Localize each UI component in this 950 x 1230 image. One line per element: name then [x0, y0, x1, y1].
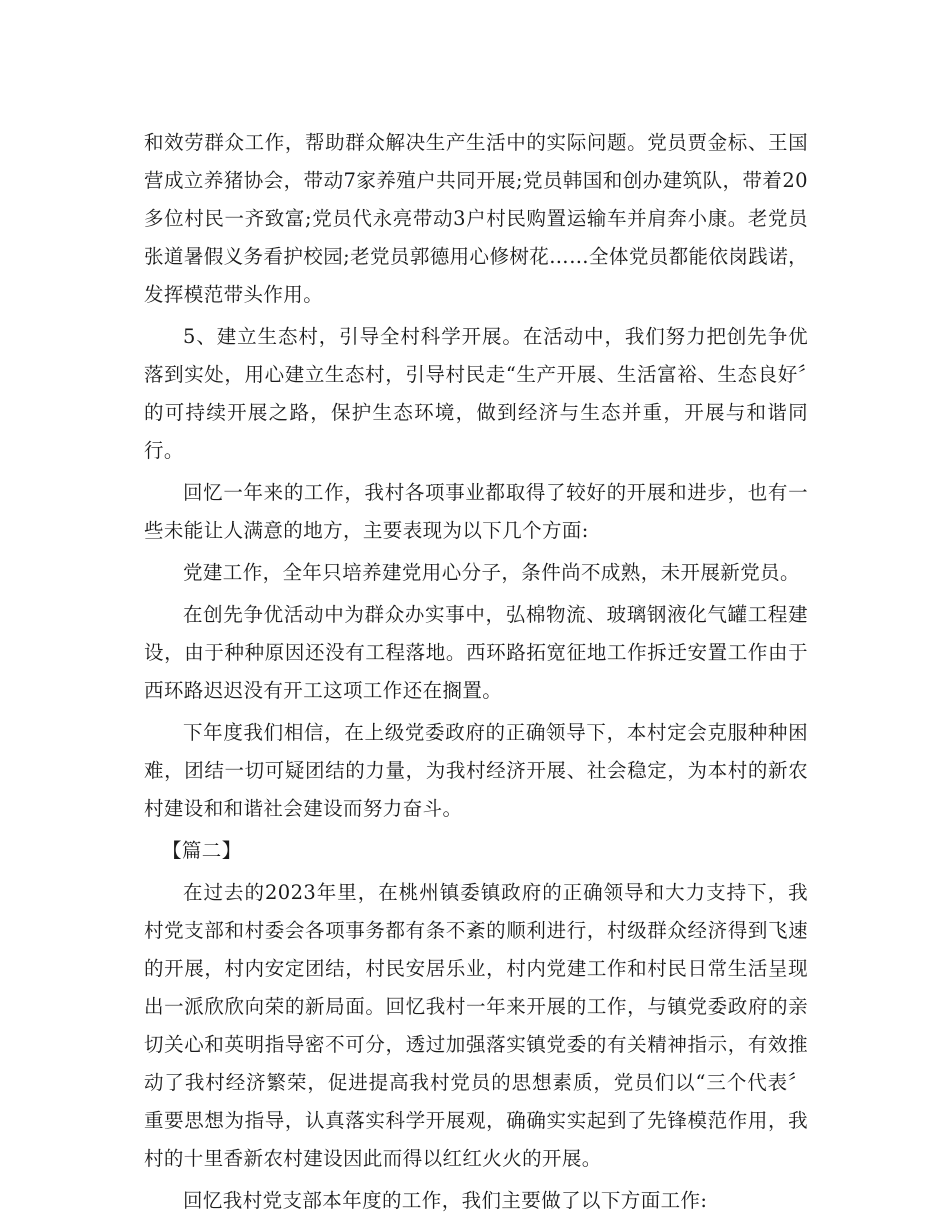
paragraph-next-year: 下年度我们相信，在上级党委政府的正确领导下，本村定会克服种种困难，团结一切可疑团结的力量，为我村经济开展、社会稳定，为本村的新农村建设和和谐社会建设而努力奋斗。: [144, 721, 808, 820]
paragraph-work-summary: 回忆我村党支部本年度的工作，我们主要做了以下方面工作:: [183, 1189, 708, 1212]
paragraph-projects: 在创先争优活动中为群众办实事中，弘棉物流、玻璃钢液化气罐工程建设，由于种种原因还没有工程落地。西环路拓宽征地工作拆迁安置工作由于西环路迟迟没有开工这项工作还在搁置。: [144, 603, 808, 702]
paragraph-party-building: 党建工作，全年只培养建党用心分子，条件尚不成熟，未开展新党员。: [183, 561, 800, 584]
paragraph-continuation: 和效劳群众工作，帮助群众解决生产生活中的实际问题。党员贾金标、王国营成立养猪协会，带动7家养殖户共同开展;党员韩国和创办建筑队，带着20多位村民一齐致富;党员代永亮带动3户村民购置运输车并肩奔小康。老党员张道暑假义务看护校园;老党员郭德用心修树花……全体党员都能依岗践诺，发挥模范带头作用。: [144, 131, 808, 306]
document-body: [144, 124, 808, 1224]
section-heading: 【篇二】: [162, 839, 242, 862]
paragraph-ecological-village: 5、建立生态村，引导全村科学开展。在活动中，我们努力把创先争优落到实处，用心建立生态村，引导村民走“生产开展、生活富裕、生态良好〞的可持续开展之路，保护生态环境，做到经济与生态并重，开展与和谐同行。: [144, 325, 808, 462]
paragraph-year-review: 回忆一年来的工作，我村各项事业都取得了较好的开展和进步，也有一些未能让人满意的地方，主要表现为以下几个方面:: [144, 481, 808, 542]
paragraph-past-year: 在过去的2023年里，在桃州镇委镇政府的正确领导和大力支持下，我村党支部和村委会各项事务都有条不紊的顺利进行，村级群众经济得到飞速的开展，村内安定团结，村民安居乐业，村内党建工作和村民日常生活呈现出一派欣欣向荣的新局面。回忆我村一年来开展的工作，与镇党委政府的亲切关心和英明指导密不可分，透过加强落实镇党委的有关精神指示，有效推动了我村经济繁荣，促进提高我村党员的思想素质，党员们以“三个代表〞重要思想为指导，认真落实科学开展观，确确实实起到了先锋模范作用，我村的十里香新农村建设因此而得以红红火火的开展。: [144, 881, 808, 1170]
